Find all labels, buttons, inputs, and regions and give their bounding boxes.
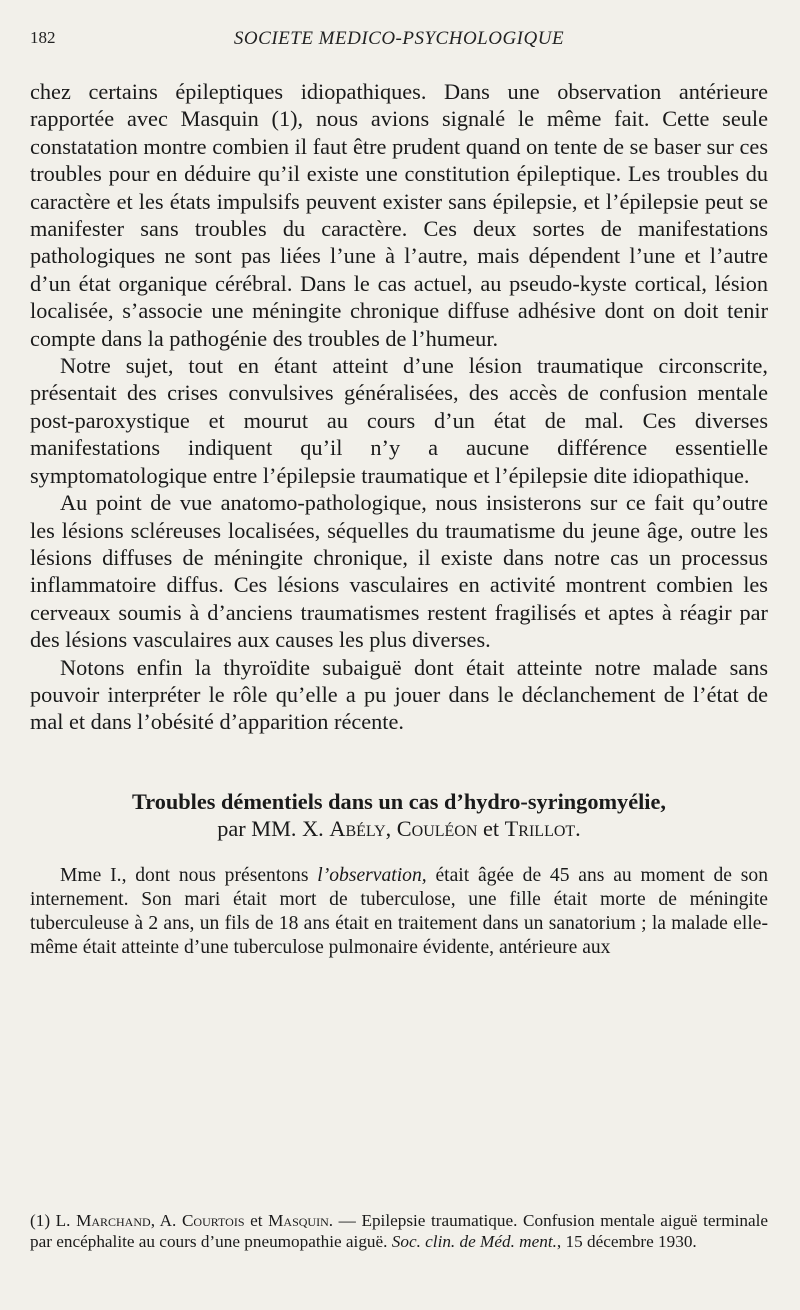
authors-sep-1: ,	[385, 815, 397, 841]
article-body	[30, 864, 768, 961]
paragraph-1: chez certains épileptiques idiopathiques. Dans une observation antérieure rapportée avec Masquin (1), nous avions signalé le même fait. Cette seule constatation montre combien il faut être prudent quand on tente de se baser sur ces troubles pour en déduire qu’il existe une constitution épileptique. Les troubles du caractère et les états impulsifs peuvent exister sans épilepsie, et l’épilepsie peut se manifester sans troubles du caractère. Ces deux sortes de manifestations pathologiques ne sont pas liées l’une à l’autre, mais dépendent l’une et l’autre d’un état organique cérébral. Dans le cas actuel, au pseudo-kyste cortical, lésion localisée, s’associe une méningite chronique diffuse adhésive dont on doit tenir compte dans la pathogénie des troubles de l’humeur.	[30, 79, 768, 351]
paragraph-4: Notons enfin la thyroïdite subaiguë dont était atteinte notre malade sans pouvoir interpréter le rôle qu’elle a pu jouer dans le déclanchement de l’état de mal et dans l’obésité d’apparition récente.	[30, 654, 768, 735]
authors-prefix: par MM. X.	[217, 815, 330, 841]
page-number: 182	[30, 28, 56, 47]
footnote-marker: (1) L.	[30, 1211, 77, 1230]
main-text	[30, 78, 768, 736]
article-italic: l’observation,	[317, 864, 427, 886]
article-text-1: Mme I., dont nous présentons	[60, 864, 318, 886]
footnote-sep-2: et	[244, 1211, 269, 1230]
article-authors	[30, 815, 768, 842]
article-paragraph-1	[30, 864, 768, 961]
footnote-1	[30, 1210, 768, 1252]
footnote-author-2: Courtois	[181, 1211, 245, 1230]
article-text-2: était âgée de 45 ans au moment de son internement. Son mari était mort de tuberculose, une fille était morte de méningite tuberculeuse à 2 ans, un fils de 18 ans était en traitement dans un sanatorium ; la malade elle-même était atteinte d’une tuberculose pulmonaire évidente, antérieure aux	[30, 864, 769, 959]
footnote-journal: Soc. clin. de Méd. ment.	[391, 1232, 557, 1251]
author-3: Trillot	[504, 815, 576, 841]
paragraph-3: Au point de vue anatomo-pathologique, nous insisterons sur ce fait qu’outre les lésions scléreuses localisées, séquelles du traumatisme du jeune âge, outre les lésions diffuses de méningite chronique, il existe dans notre cas un processus inflammatoire diffus. Ces lésions vasculaires en activité montrent combien les cerveaux soumis à d’anciens traumatismes restent fragilisés et aptes à réagir par des lésions vasculaires aux causes les plus diverses.	[30, 490, 768, 653]
footnote-author-3: Masquin	[268, 1211, 329, 1230]
footnote-text: . — Epilepsie traumatique. Confusion mentale aiguë terminale par encéphalite au cours d’une pneumopathie aiguë.	[30, 1211, 768, 1251]
footnote-sep-1: , A.	[150, 1211, 182, 1230]
footnote	[30, 1210, 768, 1252]
page-header	[30, 28, 768, 58]
footnote-date: , 15 décembre 1930.	[556, 1232, 697, 1251]
author-2: Couléon	[396, 815, 478, 841]
footnote-author-1: Marchand	[76, 1211, 151, 1230]
authors-suffix: .	[575, 815, 581, 841]
article-title: Troubles démentiels dans un cas d’hydro-syringomyélie,	[132, 788, 666, 814]
running-title: SOCIETE MEDICO-PSYCHOLOGIQUE	[233, 28, 565, 49]
page-content	[30, 0, 768, 961]
paragraph-2: Notre sujet, tout en étant atteint d’une lésion traumatique circonscrite, présentait des crises convulsives généralisées, des accès de confusion mentale post-paroxystique et mourut au cours d’un état de mal. Ces diverses manifestations indiquent qu’il n’y a aucune différence essentielle symptomatologique entre l’épilepsie traumatique et l’épilepsie dite idiopathique.	[30, 353, 768, 488]
authors-sep-2: et	[477, 815, 505, 841]
author-1: Abély	[329, 815, 386, 841]
